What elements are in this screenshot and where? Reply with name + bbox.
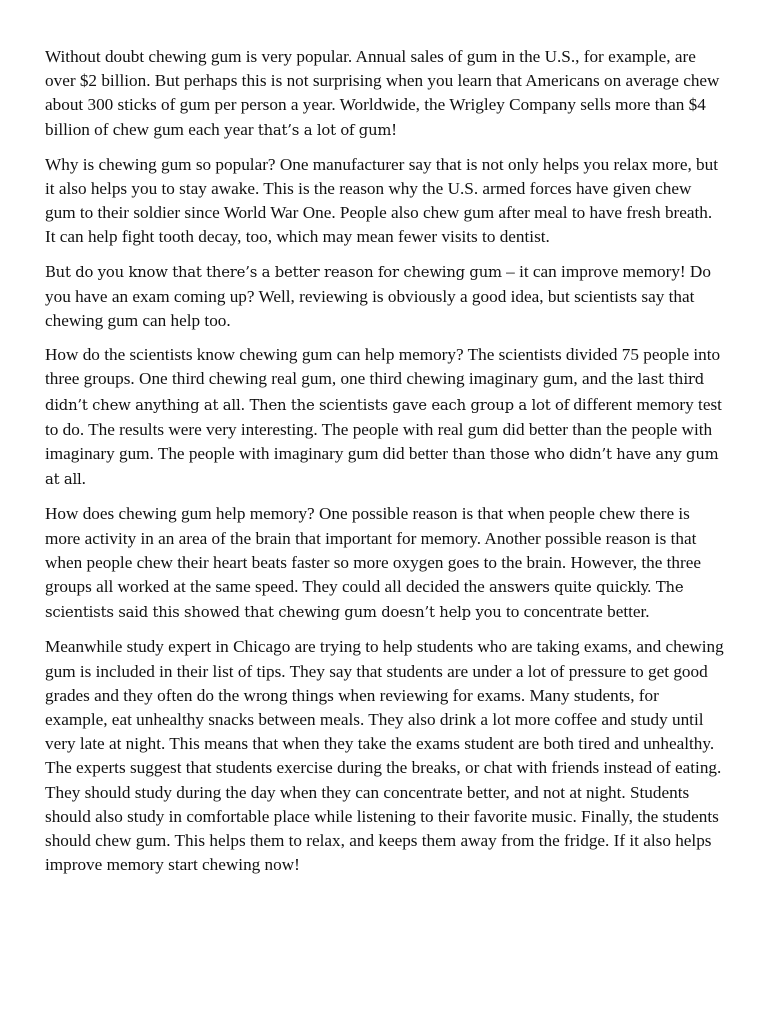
paragraph-3-text-2: – it can improve memory! Do you have an exam coming up? Well, reviewing is obviously a good idea, but scientists say that chewing gum can help too. xyxy=(45,261,711,331)
paragraph-5-text-3: to concentrate better. xyxy=(501,602,650,622)
paragraph-6 xyxy=(45,635,725,877)
paragraph-5-text-2: answers quite quickly. The scientists said this showed that chewing gum doesn’t help you xyxy=(45,579,684,622)
paragraph-4-text-4: than those who didn’t have any gum at all xyxy=(45,446,719,489)
paragraph-2-text-1: Why is chewing gum so popular? One manufacturer say that is not only helps you relax more, but it also helps you to stay awake. This is the reason why the U.S. armed forces have given chew gum to their soldier since World War One. People also chew gum after meal to have fresh breath. It can help fight tooth decay, too, which may mean fewer visits to dentist. xyxy=(45,154,719,247)
paragraph-5 xyxy=(45,502,725,625)
paragraph-1-text-1: Without doubt chewing gum is very popular. Annual sales of gum in the U.S., for example, are over $2 billion. But perhaps this is not surprising when you learn that Americans on average chew about 300 sticks of gum per person a year. Worldwide, the Wrigley Company sells more than $4 billion of chew gum each year xyxy=(45,47,720,139)
paragraph-1-text-3: ! xyxy=(391,119,397,139)
document-page xyxy=(45,45,725,888)
paragraph-5-text-1: How does chewing gum help memory? One possible reason is that when people chew there is more activity in an area of the brain that important for memory. Another possible reason is that when people chew their heart beats faster so more oxygen goes to the brain. However, the three groups all worked at the same speed. They could all decided the xyxy=(45,504,702,597)
paragraph-3 xyxy=(45,260,725,334)
paragraph-4-text-5: . xyxy=(81,469,86,489)
paragraph-1-text-2: that’s a lot of gum xyxy=(257,121,392,139)
paragraph-2 xyxy=(45,153,725,250)
paragraph-3-text-1: But do you know that there’s a better reason for chewing gum xyxy=(45,263,502,281)
paragraph-4 xyxy=(45,343,725,492)
paragraph-4-text-2: e last third didn’t chew anything at all. Then the scientists gave each group a lot of xyxy=(45,371,705,414)
paragraph-4-text-3: different memory test to do. The results were very interesting. The people with real gum did better than the people with imaginary gum. The people with imaginary gum did better xyxy=(45,394,722,464)
paragraph-6-text-1: Meanwhile study expert in Chicago are trying to help students who are taking exams, and chewing gum is included in their list of tips. They say that students are under a lot of pressure to get good grades and they often do the wrong things when reviewing for exams. Many students, for example, eat unhealthy snacks between meals. They also drink a lot more coffee and study until very late at night. This means that when they take the exams student are both tired and unhealthy. The experts suggest that students exercise during the breaks, or chat with friends instead of eating. They should study during the day when they can concentrate better, and not at night. Students should also study in comfortable place while listening to their favorite music. Finally, the students should chew gum. This helps them to relax, and keeps them away from the fridge. If it also helps improve memory start chewing now! xyxy=(45,637,724,875)
paragraph-1 xyxy=(45,45,725,143)
paragraph-4-text-1: How do the scientists know chewing gum can help memory? The scientists divided 75 people into three groups. One third chewing real gum, one third chewing imaginary gum, and th xyxy=(45,345,721,389)
